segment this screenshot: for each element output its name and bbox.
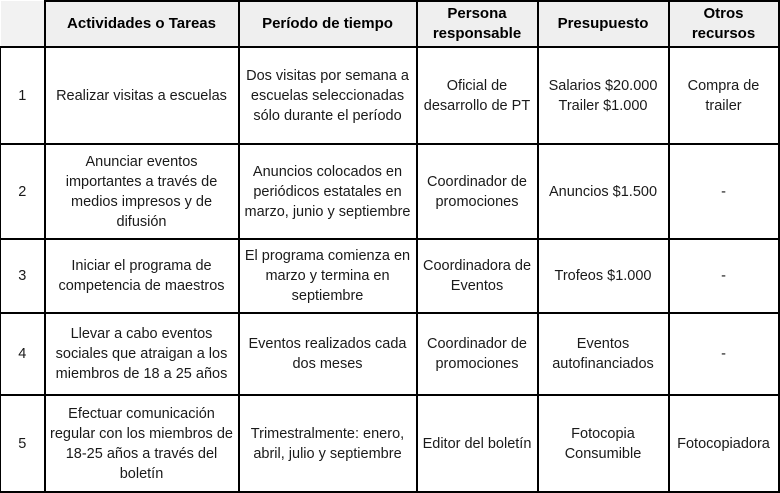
cell-periodo: Anuncios colocados en periódicos estatales en marzo, junio y septiembre	[239, 144, 417, 239]
cell-periodo: Dos visitas por semana a escuelas seleccionadas sólo durante el período	[239, 47, 417, 144]
cell-otros: -	[669, 239, 779, 313]
header-periodo: Período de tiempo	[239, 1, 417, 47]
cell-actividad: Iniciar el programa de competencia de maestros	[45, 239, 239, 313]
row-number: 3	[1, 239, 45, 313]
cell-otros: -	[669, 144, 779, 239]
table-row	[1, 144, 779, 239]
cell-actividad: Efectuar comunicación regular con los miembros de 18-25 años a través del boletín	[45, 395, 239, 492]
cell-persona: Coordinadora de Eventos	[417, 239, 538, 313]
header-presupuesto: Presupuesto	[538, 1, 669, 47]
cell-actividad: Realizar visitas a escuelas	[45, 47, 239, 144]
budget-text: Fotocopia Consumible	[564, 425, 642, 462]
cell-otros: -	[669, 313, 779, 395]
cell-presupuesto: Trofeos $1.000	[538, 239, 669, 313]
cell-presupuesto	[538, 47, 669, 144]
table-row	[1, 395, 779, 492]
cell-persona: Coordinador de promociones	[417, 144, 538, 239]
header-corner	[1, 1, 45, 47]
cell-persona: Editor del boletín	[417, 395, 538, 492]
cell-periodo: El programa comienza en marzo y termina en septiembre	[239, 239, 417, 313]
cell-presupuesto	[538, 395, 669, 492]
cell-periodo: Trimestralmente: enero, abril, julio y septiembre	[239, 395, 417, 492]
header-otros: Otros recursos	[669, 1, 779, 47]
cell-otros: Compra de trailer	[669, 47, 779, 144]
cell-actividad: Llevar a cabo eventos sociales que atraigan a los miembros de 18 a 25 años	[45, 313, 239, 395]
row-number: 4	[1, 313, 45, 395]
row-number: 2	[1, 144, 45, 239]
header-row	[1, 1, 779, 47]
row-number: 1	[1, 47, 45, 144]
budget-text: Salarios $20.000 Trailer $1.000	[548, 77, 658, 114]
row-number: 5	[1, 395, 45, 492]
cell-otros: Fotocopiadora	[669, 395, 779, 492]
cell-persona: Coordinador de promociones	[417, 313, 538, 395]
cell-presupuesto: Eventos autofinanciados	[538, 313, 669, 395]
cell-periodo: Eventos realizados cada dos meses	[239, 313, 417, 395]
cell-persona: Oficial de desarrollo de PT	[417, 47, 538, 144]
header-actividades: Actividades o Tareas	[45, 1, 239, 47]
table-row	[1, 313, 779, 395]
header-persona: Persona responsable	[417, 1, 538, 47]
table-row	[1, 47, 779, 144]
table-row	[1, 239, 779, 313]
cell-actividad: Anunciar eventos importantes a través de medios impresos y de difusión	[45, 144, 239, 239]
cell-presupuesto: Anuncios $1.500	[538, 144, 669, 239]
